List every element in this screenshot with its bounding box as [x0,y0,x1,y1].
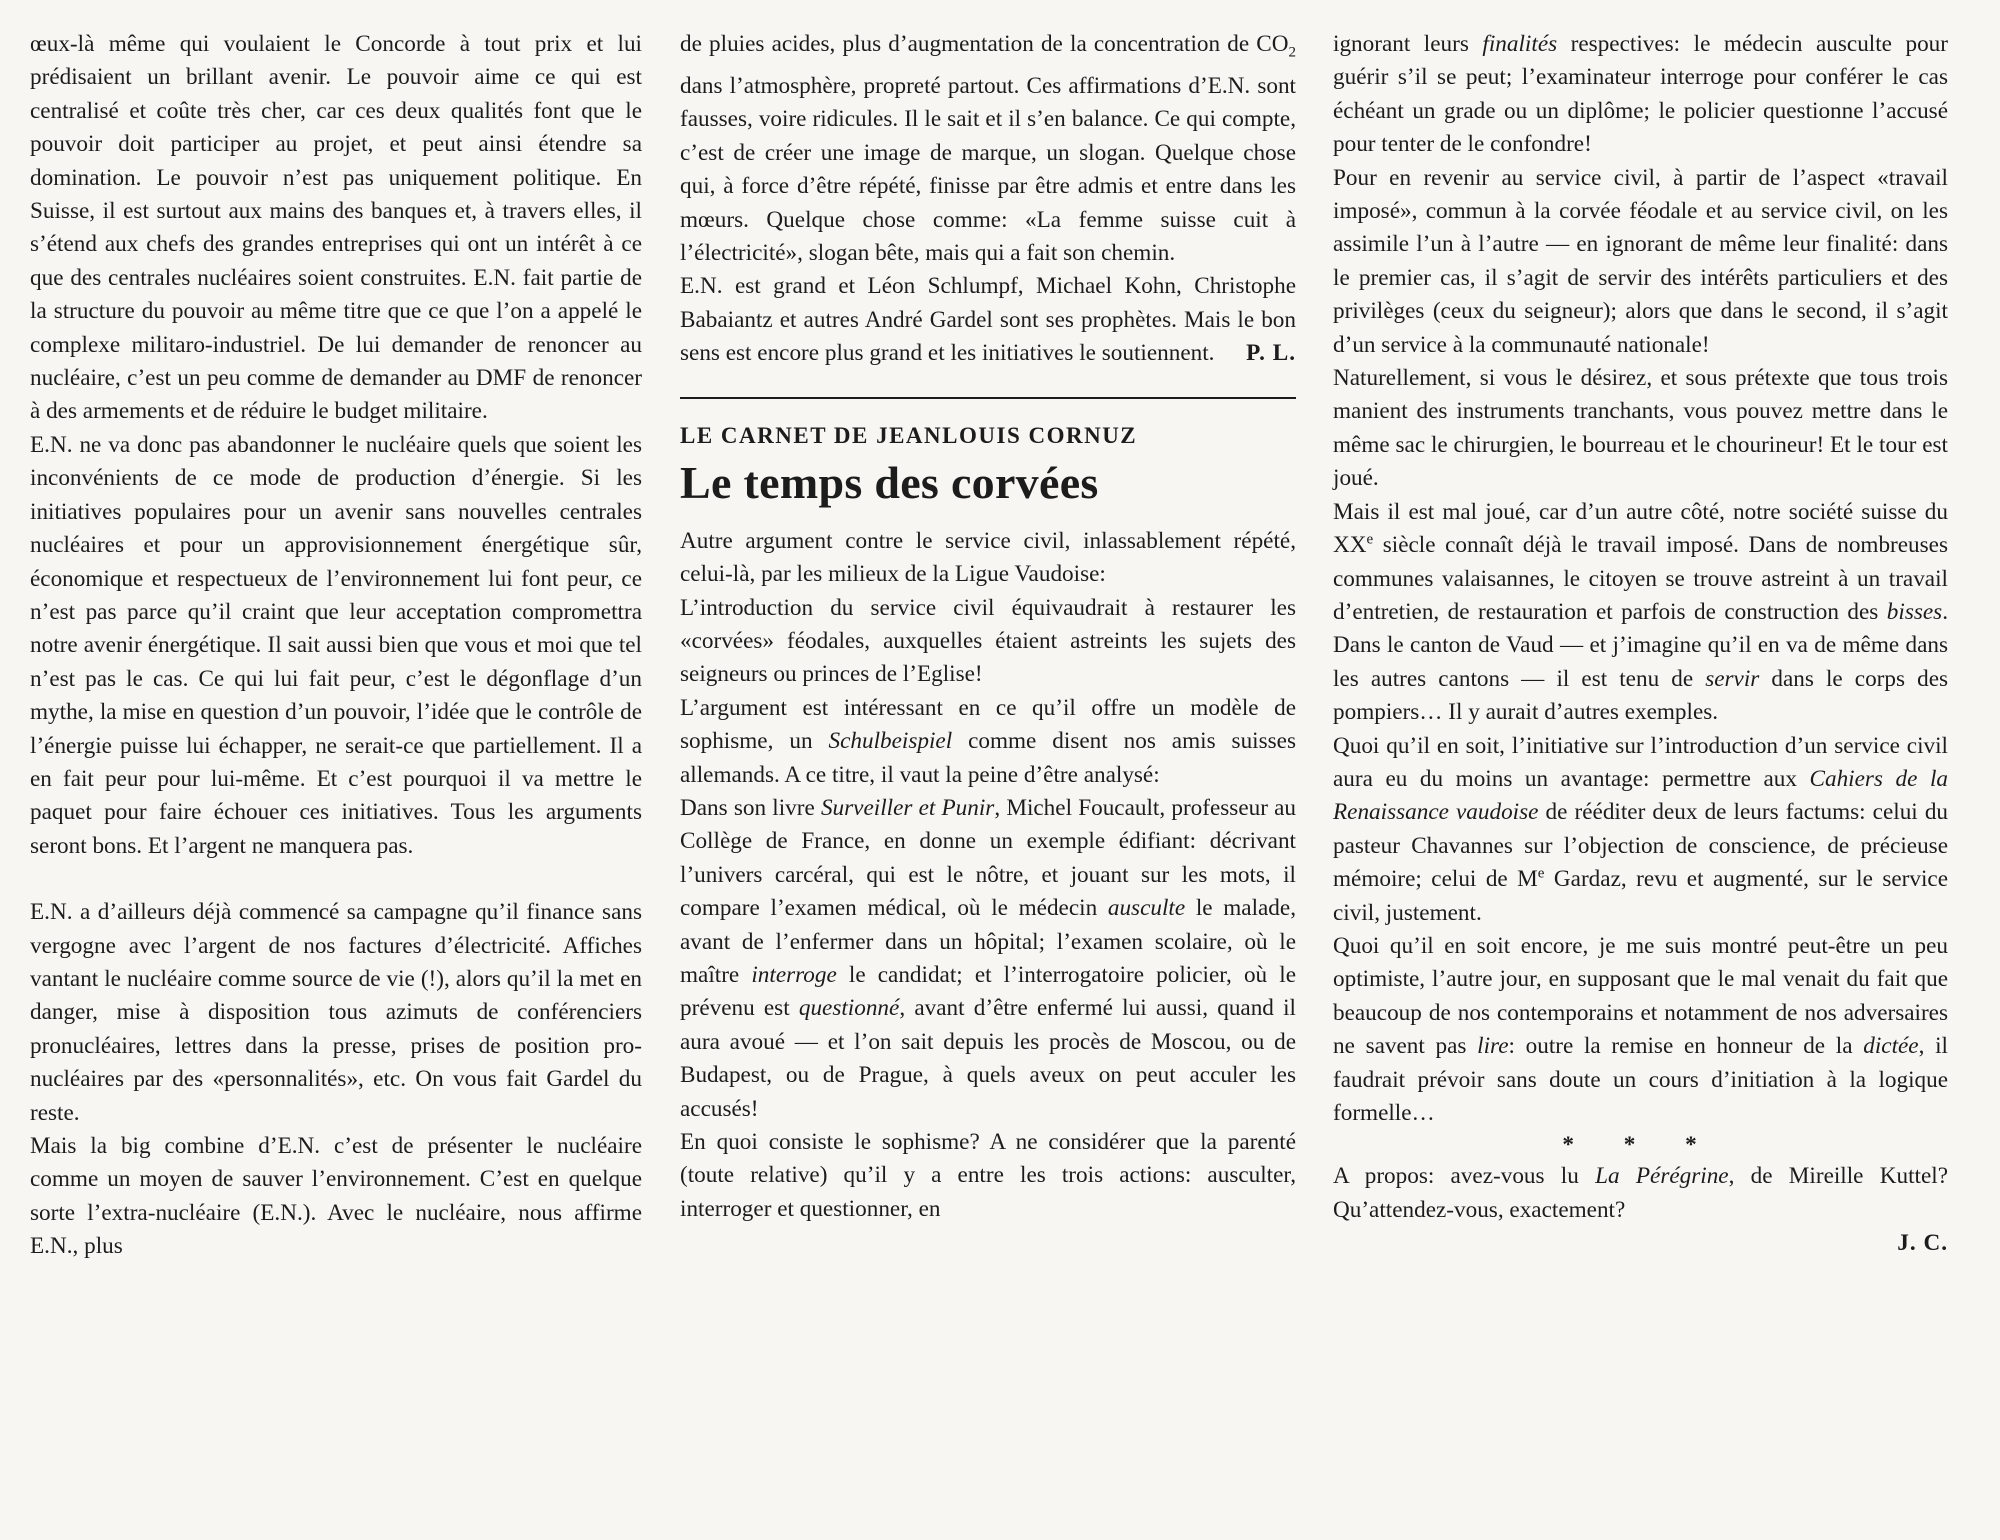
paragraph: de pluies acides, plus d’augmentation de la concentration de $CO_2$ dans l’atmosphère, propreté partout. Ces affirmations d’E.N. sont fausses, voire ridicules. Il le sait et il s’en balance. Ce qui compte, c’est de créer une image de marque, un slogan. Quelque chose qui, à force d’être répété, finisse par être admis et entre dans les mœurs. Quelque chose comme: «La femme suisse cuit à l’électricité», slogan bête, mais qui a fait son chemin. [680,31,1296,267]
column-3 [1333,28,1948,1261]
paragraph: E.N. est grand et Léon Schlumpf, Michael Kohn, Christophe Babaiantz et autres André Gardel sont ses prophètes. Mais le bon sens est encore plus grand et les initiatives le soutiennent. P. L. [680,270,1296,370]
paragraph: Mais il est mal joué, car d’un autre côté, notre société suisse du XXe siècle connaît déjà le travail imposé. Dans de nombreuses communes valaisannes, le citoyen se trouve astreint à un travail d’entretien, de restauration et parfois de construction des bisses. Dans le canton de Vaud — et j’imagine qu’il en va de même dans les autres cantons — il est tenu de servir dans le corps des pompiers… Il y aurait d’autres exemples. [1333,498,1949,726]
paragraph: œux-là même qui voulaient le Concorde à tout prix et lui prédisaient un brillant avenir. Le pouvoir aime ce qui est centralisé et coûte très cher, car ces deux qualités font que le pouvoir doit participer au projet, et peut ainsi étendre sa domination. Le pouvoir n’est pas uniquement politique. En Suisse, il est surtout aux mains des banques et, à travers elles, il s’étend aux chefs des grandes entreprises qui ont un intérêt à ce que des centrales nucléaires soient construites. E.N. fait partie de la structure du pouvoir au même titre que ce que l’on a appelé le complexe militaro-industriel. De lui demander de renoncer au nucléaire, c’est un peu comme de demander au DMF de renoncer à des armements et de réduire le budget militaire. [30,31,642,425]
subscript: 2 [1288,44,1296,61]
paragraph-gap [30,863,642,896]
paragraph: ignorant leurs finalités respectives: le médecin ausculte pour guérir s’il se peut; l’examinateur interroge pour conférer le cas échéant un grade ou un diplôme; le policier questionne l’accusé pour tenter de le confondre! [1333,31,1948,158]
paragraph: Pour en revenir au service civil, à partir de l’aspect «travail imposé», commun à la corvée féodale et au service civil, on les assimile l’un à l’autre — en ignorant de même leur finalité: dans le premier cas, il s’agit de servir des intérêts particuliers et des privilèges (ceux du seigneur); alors que dans le second, il s’agit d’un service à la communauté nationale! [1333,164,1948,358]
article-headline: Le temps des corvées [680,456,1099,508]
paragraph: L’argument est intéressant en ce qu’il offre un modèle de sophisme, un Schulbeispiel comme disent nos amis suisses allemands. A ce titre, il vaut la peine d’être analysé: [680,694,1296,788]
paragraph: E.N. a d’ailleurs déjà commencé sa campagne qu’il finance sans vergogne avec l’argent de nos factures d’électricité. Affiches vantant le nucléaire comme source de vie (!), alors qu’il la met en danger, mise à disposition tous azimuts de conférenciers pronucléaires, lettres dans la presse, prises de position pro-nucléaires par des «personnalités», etc. On vous fait Gardel du reste. [30,899,642,1126]
paragraph: Quoi qu’il en soit encore, je me suis montré peut-être un peu optimiste, l’autre jour, en supposant que le mal venait du fait que beaucoup de nos contemporains et notamment de nos adversaires ne savent pas lire: outre la remise en honneur de la dictée, il faudrait prévoir sans doute un cours d’initiation à la logique formelle… [1333,932,1948,1126]
paragraph: Quoi qu’il en soit, l’initiative sur l’introduction d’un service civil aura eu du moins un avantage: permettre aux Cahiers de la Renaissance vaudoise de rééditer deux de leurs factums: celui du pasteur Chavannes sur l’objection de conscience, de précieuse mémoire; celui de Me Gardaz, revu et augmenté, sur le service civil, justement. [1333,732,1949,926]
column-2 [680,28,1296,1226]
column-1 [30,28,642,1264]
paragraph: A propos: avez-vous lu La Pérégrine, de Mireille Kuttel? Qu’attendez-vous, exactement? [1333,1163,1948,1223]
paragraph: E.N. ne va donc pas abandonner le nucléaire quels que soient les inconvénients de ce mode de production d’énergie. Si les initiatives populaires pour un avenir sans nouvelles centrales nucléaires et pour un approvisionnement énergétique sûr, économique et respectueux de l’environnement lui font peur, ce n’est pas parce qu’il craint que leur acceptation compromettra notre avenir énergétique. Il sait aussi bien que vous et moi que tel n’est pas le cas. Ce qui lui fait peur, c’est le dégonflage d’un mythe, la mise en question d’un pouvoir, l’idée que le contrôle de l’énergie puisse lui échapper, ne serait-ce que partiellement. Il a en fait peur pour lui-même. Et c’est pourquoi il va mettre le paquet pour faire échouer ces initiatives. Tous les arguments seront bons. Et l’argent ne manquera pas. [30,431,642,859]
column-kicker: LE CARNET DE JEANLOUIS CORNUZ [680,422,1138,448]
paragraph: En quoi consiste le sophisme? A ne considérer que la parenté (toute relative) qu’il y a entre les trois actions: ausculter, interroger et questionner, en [680,1129,1296,1222]
paragraph: L’introduction du service civil équivaudrait à restaurer les «corvées» féodales, auxquelles étaient astreints les sujets des seigneurs ou princes de l’Eglise! [680,594,1296,688]
paragraph: Autre argument contre le service civil, inlassablement répété, celui-là, par les milieux de la Ligue Vaudoise: [680,527,1296,588]
paragraph: Dans son livre Surveiller et Punir, Michel Foucault, professeur au Collège de France, en donne un exemple édifiant: décrivant l’univers carcéral, qui est le nôtre, et jouant sur les mots, il compare l’examen médical, où le médecin ausculte le malade, avant de l’enfermer dans un hôpital; l’examen scolaire, où le maître interroge le candidat; et l’interrogatoire policier, où le prévenu est questionné, avant d’être enfermé lui aussi, quand il aura avoué — et l’on sait depuis les procès de Moscou, ou de Budapest, ou de Prague, à quels aveux on peut acculer les accusés! [680,794,1297,1122]
section-divider [680,397,1296,399]
paragraph: Mais la big combine d’E.N. c’est de présenter le nucléaire comme un moyen de sauver l’environnement. C’est en quelque sorte l’extra-nucléaire (E.N.). Avec le nucléaire, nous affirme E.N., plus [30,1133,642,1260]
section-separator-stars: * * * [1562,1132,1719,1159]
paragraph: Naturellement, si vous le désirez, et sous prétexte que tous trois manient des instruments tranchants, vous pouvez mettre dans le même sac le chirurgien, le bourreau et le chourineur! Et le tour est joué. [1333,365,1948,492]
author-signature: P. L. [1246,340,1296,367]
author-signature: J. C. [1897,1230,1948,1257]
